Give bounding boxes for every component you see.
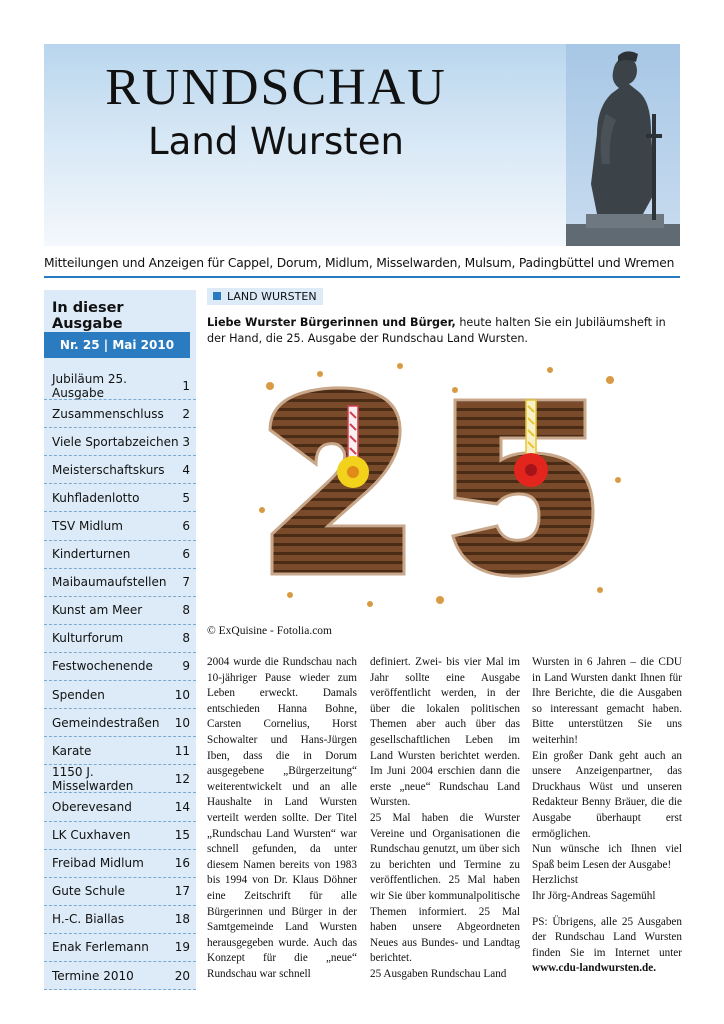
toc-item[interactable] <box>44 709 196 737</box>
toc-item-page: 1 <box>182 378 190 393</box>
toc-item[interactable] <box>44 400 196 428</box>
postscript <box>532 915 682 977</box>
postscript-text: PS: Übrigens, alle 25 Ausgaben der Rundschau Land Wursten finden Sie im Internet unter <box>532 915 682 959</box>
toc-item-label: Festwochenende <box>52 659 153 674</box>
toc-item[interactable] <box>44 456 196 484</box>
toc-item-label: Kunst am Meer <box>52 603 143 618</box>
toc-item-page: 9 <box>182 659 190 674</box>
toc-item-page: 10 <box>174 715 190 730</box>
section-label-text: LAND WURSTEN <box>227 290 317 303</box>
article-paragraph: Ein großer Dank geht auch an unsere Anzeigenpartner, das Druckhaus Wüst und unseren Redakteur Benny Bräuer, die die Ausgabe überhaupt erst ermöglichen. <box>532 749 682 840</box>
toc-item-page: 17 <box>174 884 190 899</box>
toc-item[interactable] <box>44 541 196 569</box>
section-label <box>207 288 323 305</box>
toc-item-page: 20 <box>174 968 190 983</box>
toc-item-label: Oberevesand <box>52 799 132 814</box>
toc-item-page: 3 <box>182 434 190 449</box>
statue-photo <box>566 44 680 246</box>
issue-badge: Nr. 25 | Mai 2010 <box>44 332 190 358</box>
anniversary-cake-photo <box>250 360 628 610</box>
article-column-1 <box>207 655 357 982</box>
toc-item[interactable] <box>44 681 196 709</box>
toc-item-label: Meisterschaftskurs <box>52 462 165 477</box>
toc-item-page: 12 <box>174 771 190 786</box>
toc-item[interactable] <box>44 878 196 906</box>
toc-item-label: Gemeindestraßen <box>52 715 160 730</box>
toc-item-label: H.-C. Biallas <box>52 912 125 927</box>
toc-item[interactable] <box>44 597 196 625</box>
toc-item-label: LK Cuxhaven <box>52 828 131 843</box>
toc-item[interactable] <box>44 569 196 597</box>
toc-item-page: 8 <box>182 603 190 618</box>
toc-item[interactable] <box>44 653 196 681</box>
website-link[interactable]: www.cdu-landwursten.de. <box>532 962 657 975</box>
toc-item-page: 19 <box>174 940 190 955</box>
toc-item-page: 14 <box>174 799 190 814</box>
lead-text: heute halten Sie ein Jubiläumsheft in der Hand, die 25. Ausgabe der Rundschau Land Wursten. <box>207 316 666 345</box>
toc-item[interactable] <box>44 822 196 850</box>
article-paragraph: 25 Mal haben die Wurster Vereine und Organisationen die Rundschau genutzt, um über sich zu berichten und Termine zu veröffentlichen. 25 Mal haben wir Sie über kommunalpolitische Themen informiert. 25 Mal haben unsere Abgeordneten Neues aus Bundes- und Landtag berichtet. <box>370 811 520 965</box>
toc-item[interactable] <box>44 765 196 793</box>
closing: Herzlichst <box>532 874 578 887</box>
toc-item-label: TSV Midlum <box>52 519 123 534</box>
toc-item-page: 10 <box>174 687 190 702</box>
article-column-3 <box>532 655 682 977</box>
toc-item-page: 4 <box>182 462 190 477</box>
lead-paragraph <box>207 315 681 347</box>
header-rule <box>44 276 680 278</box>
photo-credit: © ExQuisine - Fotolia.com <box>207 625 333 637</box>
toc-item-page: 8 <box>182 631 190 646</box>
newspaper-title: RUNDSCHAU <box>105 59 447 116</box>
toc-item[interactable] <box>44 962 196 990</box>
toc-item-label: 1150 J. Misselwarden <box>52 764 134 793</box>
tagline: Mitteilungen und Anzeigen für Cappel, Dorum, Midlum, Misselwarden, Mulsum, Padingbüttel und Wremen <box>44 256 675 270</box>
article-paragraph: 25 Ausgaben Rundschau Land <box>370 967 507 980</box>
toc-list <box>44 372 196 990</box>
toc-item-label: Kinderturnen <box>52 547 131 562</box>
lead-salutation: Liebe Wurster Bürgerinnen und Bürger, <box>207 316 456 329</box>
toc-item[interactable] <box>44 850 196 878</box>
article-paragraph: definiert. Zwei- bis vier Mal im Jahr sollte eine Ausgabe veröffentlicht werden, in der über die lokalen politischen Themen aber auch über das gesellschaftlichen Leben im Land Wursten berichtet werden. Im Juni 2004 erschien dann die erste „neue“ Rundschau Land Wursten. <box>370 656 520 809</box>
spacer <box>532 905 682 915</box>
toc-item-label: Enak Ferlemann <box>52 940 149 955</box>
toc-item-label: Zusammenschluss <box>52 406 164 421</box>
toc-item[interactable] <box>44 372 196 400</box>
toc-item-label: Termine 2010 <box>52 968 134 983</box>
toc-item-page: 5 <box>182 490 190 505</box>
article-paragraph: Nun wünsche ich Ihnen viel Spaß beim Lesen der Ausgabe! <box>532 843 682 871</box>
toc-item-page: 6 <box>182 547 190 562</box>
square-bullet-icon <box>213 292 221 300</box>
toc-item-label: Jubiläum 25. Ausgabe <box>52 371 127 400</box>
toc-item[interactable] <box>44 934 196 962</box>
toc-item[interactable] <box>44 906 196 934</box>
toc-item[interactable] <box>44 484 196 512</box>
toc-item-label: Maibaumaufstellen <box>52 575 167 590</box>
toc-item-page: 7 <box>182 575 190 590</box>
toc-item-label: Kuhfladenlotto <box>52 490 140 505</box>
toc-item-label: Freibad Midlum <box>52 856 144 871</box>
table-of-contents <box>44 290 196 990</box>
toc-item[interactable] <box>44 793 196 821</box>
toc-item[interactable] <box>44 737 196 765</box>
toc-item-label: Karate <box>52 743 92 758</box>
toc-item[interactable] <box>44 512 196 540</box>
toc-item-page: 6 <box>182 519 190 534</box>
toc-item[interactable] <box>44 625 196 653</box>
toc-item-page: 16 <box>174 856 190 871</box>
toc-heading: In dieser Ausgabe <box>52 300 124 332</box>
toc-item-label: Gute Schule <box>52 884 125 899</box>
toc-item-label: Kulturforum <box>52 631 124 646</box>
article-column-2 <box>370 655 520 982</box>
article-paragraph: Wursten in 6 Jahren – die CDU in Land Wursten dankt Ihnen für Ihre Berichte, die die Ausgaben so interessant gemacht haben. Bitte unterstützen Sie uns weiterhin! <box>532 656 682 746</box>
newspaper-subtitle: Land Wursten <box>148 120 404 163</box>
toc-item-page: 11 <box>174 743 190 758</box>
toc-item-label: Spenden <box>52 687 105 702</box>
toc-item-label: Viele Sportabzeichen <box>52 434 179 449</box>
toc-item[interactable] <box>44 428 196 456</box>
toc-item-page: 2 <box>182 406 190 421</box>
signature: Ihr Jörg-Andreas Sagemühl <box>532 889 656 902</box>
toc-item-page: 15 <box>174 828 190 843</box>
article-paragraph: 2004 wurde die Rundschau nach 10-jähriger Pause wieder zum Leben erweckt. Damals entschieden Hanna Bohne, Carsten Cornelius, Horst Schowalter und Hans-Jürgen Iben, dass die in Dorum ausgegebene „Bürgerzeitung“ weiterentwickelt und an alle Haushalte in Land Wursten verteilt werden sollte. Der Titel „Rundschau Land Wursten“ war schnell gefunden, da unter diesem Namen bereits von 1983 bis 1994 von Dr. Klaus Döhner eine Zeitschrift für alle Bürgerinnen und Bürger in der Samtgemeinde Land Wursten herausgegeben wurde. Auch das Konzept für die „neue“ Rundschau war schnell <box>207 656 357 980</box>
toc-item-page: 18 <box>174 912 190 927</box>
